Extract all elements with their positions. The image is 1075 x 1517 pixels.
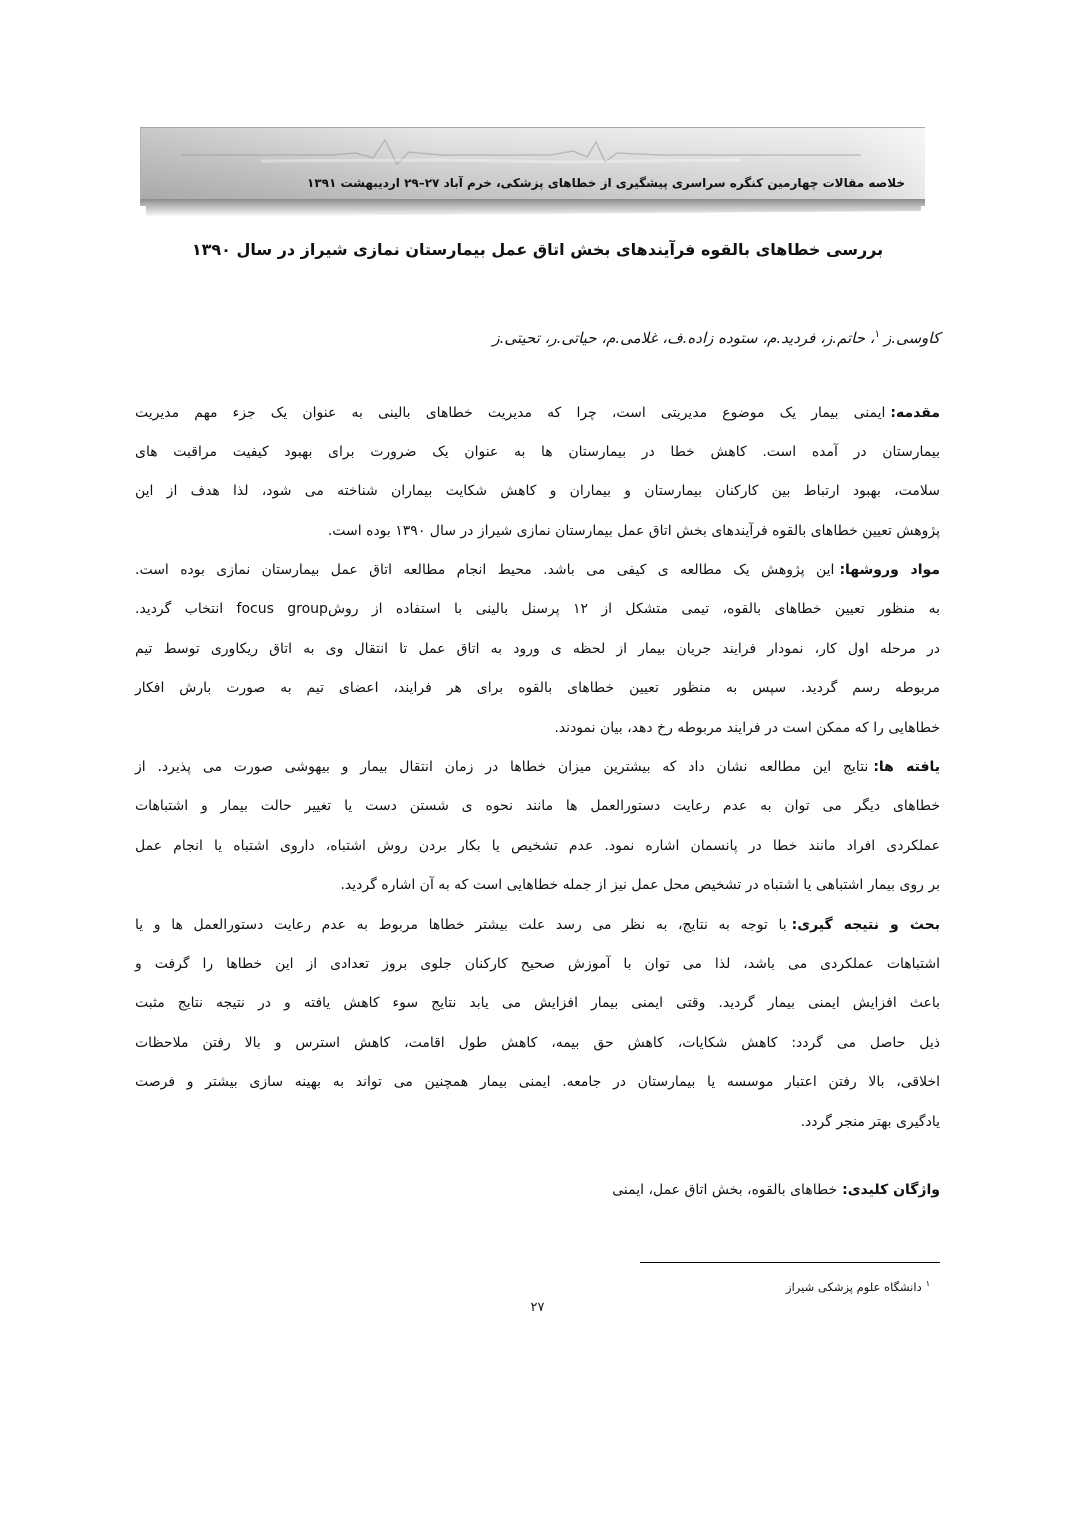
body-line: در مرحله اول کار، نمودار فرایند جریان بیمار از لحظه ی ورود به اتاق عمل تا انتقال وی به اتاق ریکاوری توسط تیم bbox=[135, 640, 940, 657]
body-line: به منظور تعیین خطاهای بالقوه، تیمی متشکل از ۱۲ پرسنل بالینی با استفاده از روشfocus group انتخاب گردید. bbox=[135, 601, 940, 618]
line-text: ایمنی بیمار یک موضوع مدیریتی است، چرا که مدیریت خطاهای بالینی به عنوان یک جزء مهم مدیریت bbox=[135, 404, 886, 421]
heartbeat-line-icon bbox=[141, 131, 925, 173]
author-first: کاوسی.ز bbox=[883, 329, 940, 347]
body-line: خطاهای دیگر می توان به عدم رعایت دستورالعمل ها مانند نحوه ی شستن دست یا تغییر حالت بیمار و اشتباهات bbox=[135, 798, 940, 815]
footnote-divider bbox=[640, 1262, 940, 1263]
body-line: اخلاقی، بالا رفتن اعتبار موسسه یا بیمارستان در جامعه. ایمنی بیمار همچنین می تواند به بهینه سازی بیشتر و فرصت bbox=[135, 1074, 940, 1091]
author-rest: ، حاتم.ز، فردید.م، ستوده زاده.ف، غلامی.م، حیاتی.ر، تحیتی.ز bbox=[492, 329, 875, 347]
body-line bbox=[135, 906, 940, 945]
footnote-text: دانشگاه علوم پزشکی شیراز bbox=[786, 1279, 922, 1294]
section-label-methods: مواد وروشها: bbox=[839, 562, 940, 579]
body-line: عملکردی افراد مانند خطا در پانسمان اشاره نمود. عدم تشخیص یا بکار بردن روش اشتباه، داروی اشتباه یا انجام عمل bbox=[135, 837, 940, 854]
body-line: یادگیری بهتر منجر گردد. bbox=[800, 1113, 940, 1130]
conference-header-text: خلاصه مقالات چهارمین کنگره سراسری پیشگیری از خطاهای پزشکی، خرم آباد ۲۷–۲۹ اردیبهشت ۱۳۹۱ bbox=[307, 176, 905, 190]
section-label-discussion: بحث و نتیجه گیری: bbox=[791, 916, 940, 933]
body-line: مربوطه رسم گردید. سپس به منظور تعیین خطاهای بالقوه برای هر فرایند، اعضای تیم به صورت بارش افکار bbox=[135, 680, 940, 697]
body-line bbox=[135, 551, 940, 590]
body-line: سلامت، بهبود ارتباط بین کارکنان بیمارستان و بیماران و کاهش شکایت بیماران شناخته می شود، لذا هدف از این bbox=[135, 483, 940, 500]
section-methods bbox=[135, 551, 940, 748]
body-line bbox=[135, 394, 940, 433]
body-line: اشتباهات عملکردی می باشد، لذا می توان با آموزش صحیح کارکنان جلوی بروز تعدادی از این خطاها را گرفت و bbox=[135, 955, 940, 972]
body-line: پژوهش تعیین خطاهای بالقوه فرآیندهای بخش اتاق عمل بیمارستان نمازی شیراز در سال ۱۳۹۰ بوده است. bbox=[327, 522, 940, 539]
body-line: بیمارستان در آمده است. کاهش خطا در بیمارستان ها به عنوان یک ضرورت برای بهبود کیفیت مراقبت های bbox=[135, 443, 940, 460]
page-number: ۲۷ bbox=[530, 1300, 545, 1315]
banner-shadow bbox=[146, 206, 921, 217]
banner-edge bbox=[140, 199, 925, 206]
section-results bbox=[135, 748, 940, 906]
line-text: این پژوهش یک مطالعه ی کیفی می باشد. محیط انجام مطالعه اتاق عمل بیمارستان نمازی بوده است. bbox=[135, 562, 835, 579]
line-text: با توجه به نتایج، به نظر می رسد علت بیشتر خطاها مربوط به عدم رعایت دستورالعمل ها و یا bbox=[135, 916, 787, 933]
body-line: باعث افزایش ایمنی بیمار گردید. وقتی ایمنی بیمار افزایش می یابد نتایج سوء کاهش یافته و در نتیجه نتایج مثبت bbox=[135, 995, 940, 1012]
conference-header-banner bbox=[140, 127, 925, 199]
abstract-body bbox=[135, 394, 940, 1142]
keywords bbox=[612, 1175, 940, 1205]
affiliation-mark: ۱ bbox=[874, 329, 880, 340]
author-list bbox=[492, 322, 940, 351]
body-line bbox=[135, 748, 940, 787]
section-label-introduction: مقدمه: bbox=[890, 404, 940, 421]
keywords-label: واژگان کلیدی: bbox=[842, 1182, 940, 1198]
keywords-text: خطاهای بالقوه، بخش اتاق عمل، ایمنی bbox=[612, 1182, 838, 1198]
body-line: بر روی بیمار اشتباهی یا اشتباه در تشخیص محل عمل نیز از جمله خطاهایی است که به آن اشاره گردید. bbox=[340, 877, 940, 894]
section-discussion bbox=[135, 906, 940, 1142]
body-line: خطاهایی را که ممکن است در فرایند مربوطه رخ دهد، بیان نمودند. bbox=[554, 719, 940, 736]
section-label-results: یافته ها: bbox=[873, 759, 940, 776]
paper-title: بررسی خطاهای بالقوه فرآیندهای بخش اتاق عمل بیمارستان نمازی شیراز در سال ۱۳۹۰ bbox=[191, 240, 884, 259]
section-introduction bbox=[135, 394, 940, 552]
footnote-mark: ۱ bbox=[925, 1279, 930, 1288]
body-line: ذیل حاصل می گردد: کاهش شکایات، کاهش حق بیمه، کاهش طول اقامت، کاهش استرس و بالا رفتن ملاحظات bbox=[135, 1034, 940, 1051]
footnote bbox=[786, 1274, 930, 1297]
line-text: نتایج این مطالعه نشان داد که بیشترین میزان خطاها در زمان انتقال بیمار و بیهوشی صورت می پذیرد. از bbox=[135, 759, 869, 776]
